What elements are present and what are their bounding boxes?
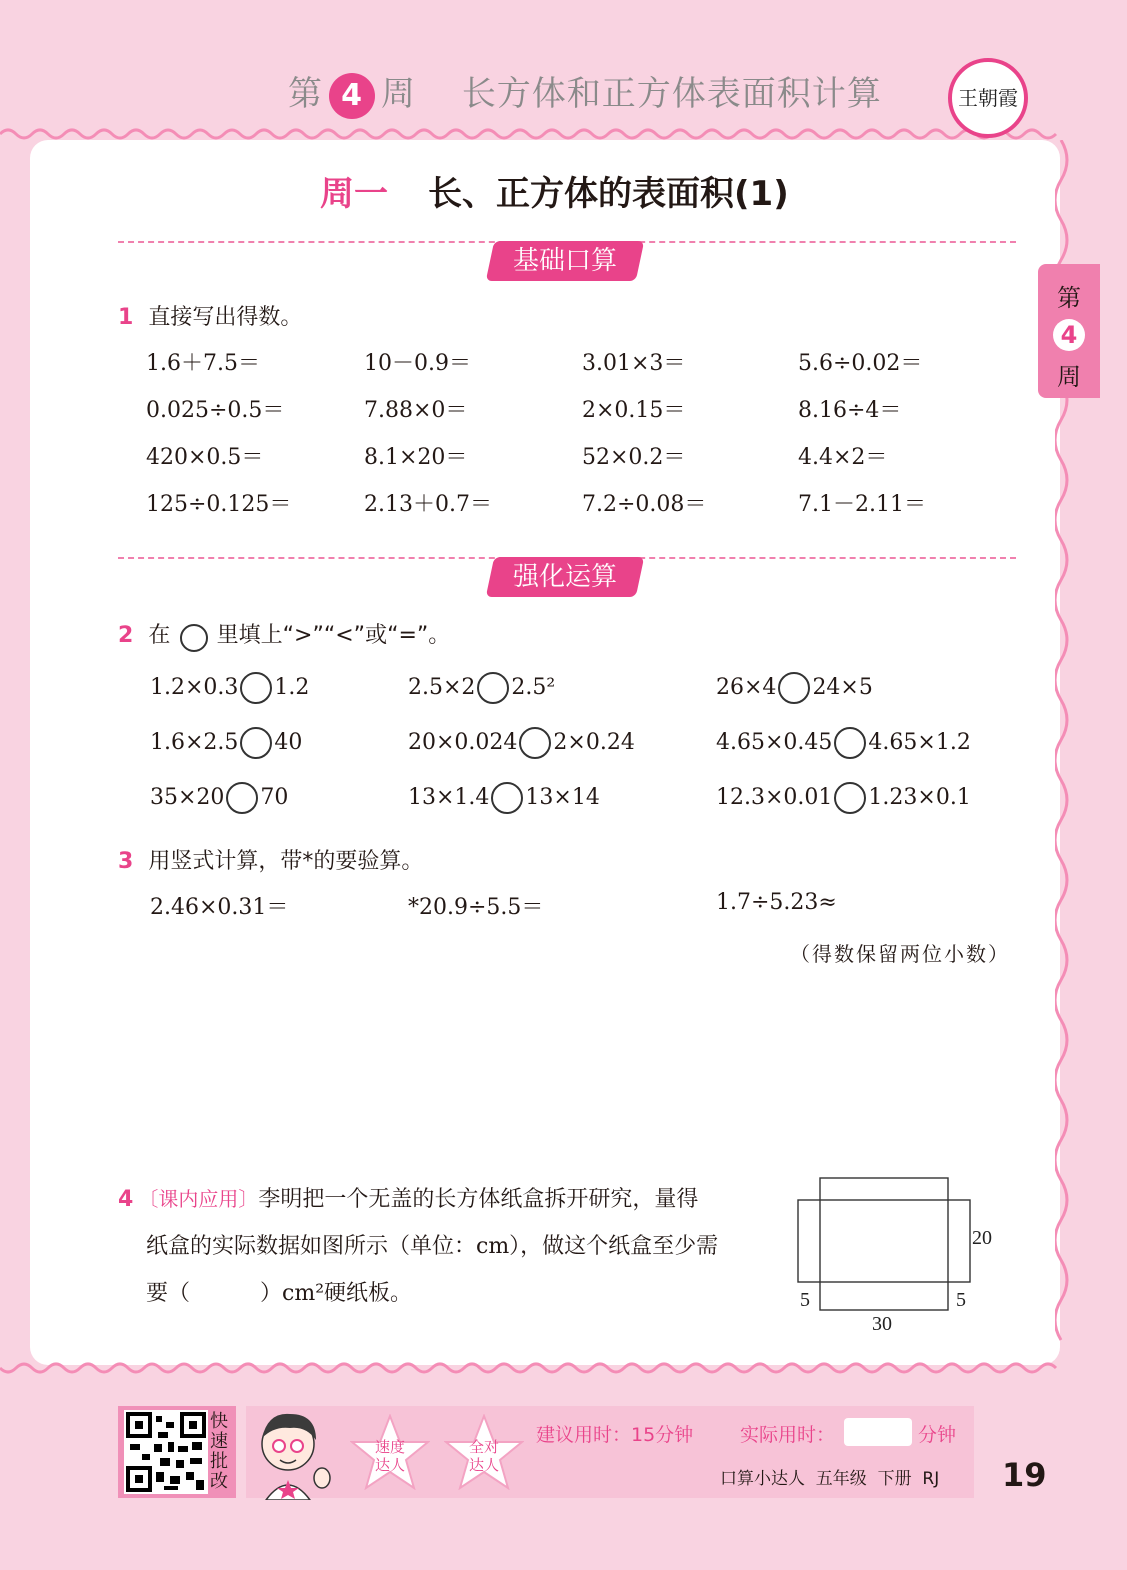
compare-left: 2.5×2 [408, 675, 476, 700]
calc-item: 10－0.9＝ [364, 351, 471, 376]
book-info: 口算小达人 五年级 下册 RJ [720, 1469, 940, 1489]
compare-left: 20×0.024 [408, 730, 518, 755]
week-side-tab [1038, 264, 1100, 398]
calc-item: 52×0.2＝ [582, 445, 686, 470]
vertical-calc-item: 1.7÷5.23≈ [716, 890, 837, 915]
compare-right: 4.65×1.2 [868, 730, 971, 755]
banner-label: 基础口算 [512, 246, 617, 276]
logo-text: 王朝霞 [958, 86, 1018, 110]
compare-item [408, 672, 555, 704]
compare-left: 26×4 [716, 675, 777, 700]
calc-item: 7.2÷0.08＝ [582, 492, 707, 517]
day-title [320, 166, 789, 215]
minutes-unit: 分钟 [918, 1424, 957, 1446]
compare-left: 12.3×0.01 [716, 785, 833, 810]
compare-item [408, 727, 635, 759]
answer-circle[interactable] [519, 727, 551, 759]
side-tab-number: 4 [1053, 319, 1085, 351]
compare-item [716, 782, 971, 814]
suggested-time: 建议用时：15分钟 [536, 1424, 694, 1446]
compare-item [150, 727, 302, 759]
calc-item: 3.01×3＝ [582, 351, 686, 376]
box-net-diagram [790, 1170, 1010, 1340]
day-topic: 长、正方体的表面积(1) [428, 174, 789, 214]
actual-time-label: 实际用时： [740, 1424, 836, 1446]
calc-item: 4.4×2＝ [798, 445, 888, 470]
compare-left: 35×20 [150, 785, 225, 810]
compare-item [408, 782, 600, 814]
side-tab-top: 第 [1057, 284, 1081, 312]
compare-item [150, 782, 288, 814]
question-text: 直接写出得数。 [148, 305, 303, 330]
question-tag: 〔课内应用〕 [138, 1187, 259, 1211]
compare-item [150, 672, 309, 704]
question-text: 要（ [146, 1281, 191, 1306]
vertical-calc-item: 2.46×0.31＝ [150, 895, 289, 920]
compare-left: 13×1.4 [408, 785, 490, 810]
actual-time-input[interactable] [844, 1418, 912, 1446]
calc-item: 2.13＋0.7＝ [364, 492, 492, 517]
section-banner-intensive [486, 557, 645, 597]
answer-circle[interactable] [778, 672, 810, 704]
calc-item: 8.1×20＝ [364, 445, 468, 470]
calc-item: 420×0.5＝ [146, 445, 264, 470]
calc-item: 8.16÷4＝ [798, 398, 902, 423]
calc-item: 0.025÷0.5＝ [146, 398, 285, 423]
compare-right: 2×0.24 [553, 730, 635, 755]
rounding-note: （得数保留两位小数） [790, 942, 1010, 966]
qr-code[interactable] [124, 1410, 208, 1494]
question-4 [118, 1182, 698, 1213]
calc-item: 125÷0.125＝ [146, 492, 292, 517]
question-text: ）cm²硬纸板。 [260, 1281, 413, 1306]
answer-circle[interactable] [491, 782, 523, 814]
calc-item: 1.6＋7.5＝ [146, 351, 260, 376]
speed-star-label: 速度达人 [374, 1438, 405, 1474]
calc-item: 5.6÷0.02＝ [798, 351, 923, 376]
answer-circle[interactable] [226, 782, 258, 814]
compare-item [716, 672, 873, 704]
question-text: 在 [148, 623, 171, 648]
compare-right: 1.2 [274, 675, 310, 700]
brand-logo [948, 58, 1028, 138]
compare-left: 1.6×2.5 [150, 730, 239, 755]
answer-circle[interactable] [834, 727, 866, 759]
page-number: 19 [1002, 1456, 1047, 1494]
question-text: 纸盒的实际数据如图所示（单位：cm），做这个纸盒至少需 [146, 1234, 719, 1259]
question-number: 4 [118, 1187, 134, 1212]
net-outline-vertical [820, 1178, 948, 1310]
dim-height: 20 [972, 1227, 992, 1249]
answer-circle[interactable] [240, 727, 272, 759]
day-label: 周一 [320, 174, 388, 214]
week-suffix: 周 [381, 74, 416, 114]
week-title [288, 66, 882, 119]
answer-circle[interactable] [240, 672, 272, 704]
quick-grade-label: 快速批改 [210, 1411, 228, 1492]
dim-right: 5 [956, 1289, 966, 1311]
dim-left: 5 [800, 1289, 810, 1311]
calc-item: 7.1－2.11＝ [798, 492, 926, 517]
question-text: 用竖式计算，带*的要验算。 [148, 849, 424, 874]
compare-circle-icon [180, 624, 208, 652]
question-number: 3 [118, 849, 134, 874]
week-number-badge: 4 [329, 73, 375, 119]
answer-circle[interactable] [477, 672, 509, 704]
question-number: 2 [118, 623, 134, 648]
net-outline-horizontal [798, 1200, 970, 1282]
compare-left: 1.2×0.3 [150, 675, 239, 700]
calc-item: 7.88×0＝ [364, 398, 468, 423]
compare-item [716, 727, 971, 759]
calc-item: 2×0.15＝ [582, 398, 686, 423]
question-text: 里填上“>”“<”或“=”。 [216, 623, 451, 648]
compare-right: 13×14 [525, 785, 600, 810]
side-tab-bottom: 周 [1057, 363, 1081, 391]
dim-width: 30 [872, 1313, 892, 1335]
compare-right: 70 [260, 785, 289, 810]
question-number: 1 [118, 305, 134, 330]
week-prefix: 第 [288, 74, 323, 114]
bottom-wave-border [0, 1360, 1127, 1376]
question-text: 李明把一个无盖的长方体纸盒拆开研究，量得 [258, 1187, 699, 1212]
week-topic: 长方体和正方体表面积计算 [461, 74, 882, 114]
compare-right: 40 [274, 730, 303, 755]
section-banner-basic [486, 241, 645, 281]
compare-right: 1.23×0.1 [868, 785, 971, 810]
vertical-calc-item: *20.9÷5.5＝ [408, 895, 544, 920]
accuracy-star-label: 全对达人 [468, 1438, 499, 1474]
question-3-prompt [118, 844, 423, 875]
mascot-illustration [250, 1404, 340, 1500]
answer-line [146, 1276, 412, 1307]
compare-right: 24×5 [812, 675, 873, 700]
answer-circle[interactable] [834, 782, 866, 814]
compare-left: 4.65×0.45 [716, 730, 833, 755]
banner-label: 强化运算 [512, 562, 617, 592]
qr-code-icon [124, 1410, 208, 1494]
question-2-prompt [118, 618, 450, 652]
compare-right: 2.5² [511, 675, 556, 700]
question-1-prompt [118, 300, 302, 331]
